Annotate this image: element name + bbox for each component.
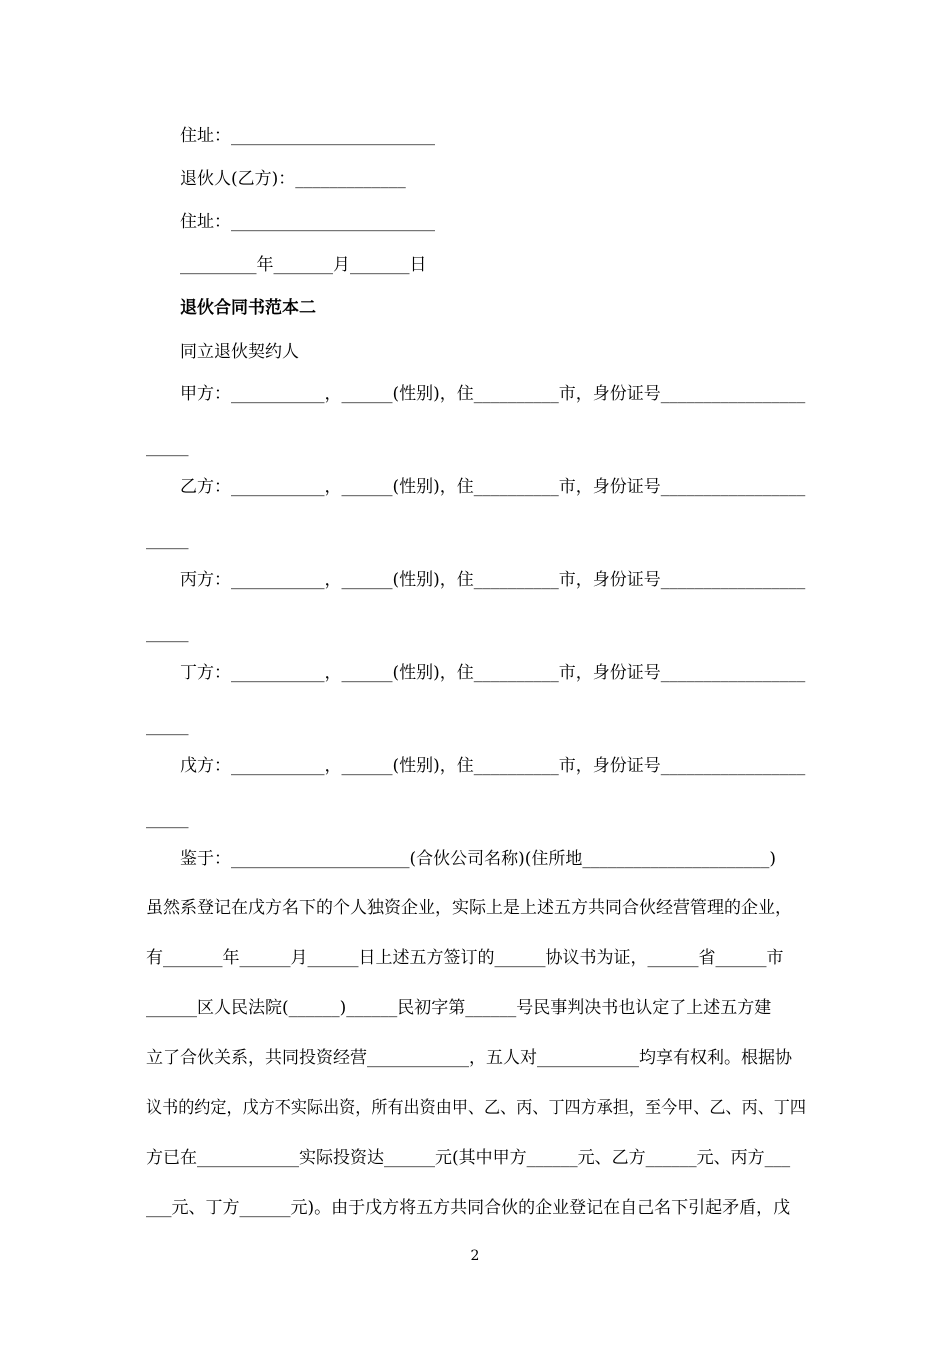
withdrawing-party-b-line: 退伙人(乙方)：_____________ [180, 169, 406, 189]
party-b-continuation: _____ [146, 530, 189, 550]
party-e-continuation: _____ [146, 809, 189, 829]
party-b-line: 乙方：___________，______(性别)，住__________市，身份证号_________________ [180, 477, 806, 497]
body-line-5: 议书的约定，戊方不实际出资，所有出资由甲、乙、丙、丁四方承担，至今甲、乙、丙、丁四 [146, 1098, 806, 1118]
address-line-1: 住址：________________________ [180, 126, 435, 146]
party-e-line: 戊方：___________，______(性别)，住__________市，身份证号_________________ [180, 756, 806, 776]
party-c-continuation: _____ [146, 623, 189, 643]
body-line-4: 立了合伙关系，共同投资经营____________，五人对____________均享有权利。根据协 [146, 1048, 792, 1068]
page-number: 2 [470, 1248, 480, 1264]
body-line-2: 有_______年______月______日上述五方签订的______协议书为证，______省______市 [146, 948, 784, 968]
body-line-6: 方已在____________实际投资达______元(其中甲方______元、乙方______元、丙方___ [146, 1148, 791, 1168]
party-d-line: 丁方：___________，______(性别)，住__________市，身份证号_________________ [180, 663, 806, 683]
party-c-line: 丙方：___________，______(性别)，住__________市，身份证号_________________ [180, 570, 806, 590]
party-d-continuation: _____ [146, 716, 189, 736]
date-line: _________年_______月_______日 [180, 255, 427, 275]
address-line-2: 住址：________________________ [180, 212, 435, 232]
party-a-line: 甲方：___________，______(性别)，住__________市，身份证号_________________ [180, 384, 806, 404]
body-line-7: ___元、丁方______元)。由于戊方将五方共同合伙的企业登记在自己名下引起矛盾，戊 [146, 1198, 791, 1218]
body-line-3: ______区人民法院(______)______民初字第______号民事判决书也认定了上述五方建 [146, 998, 772, 1018]
body-line-1: 虽然系登记在戊方名下的个人独资企业，实际上是上述五方共同合伙经营管理的企业， [146, 898, 792, 918]
section-heading: 退伙合同书范本二 [180, 298, 316, 318]
party-a-continuation: _____ [146, 437, 189, 457]
parties-intro: 同立退伙契约人 [180, 342, 299, 362]
whereas-line: 鉴于：_____________________(合伙公司名称)(住所地______________________) [180, 849, 777, 869]
